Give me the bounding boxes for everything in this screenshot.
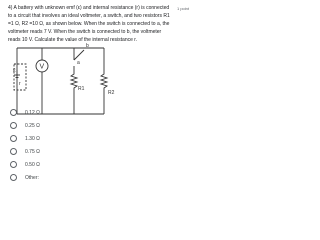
answer-options [10,105,160,184]
option-label: 0.12 Ω [25,109,40,116]
radio-icon[interactable] [10,174,17,181]
r1-label: R1 [78,86,85,92]
radio-icon[interactable] [10,135,17,142]
r2-label: R2 [108,90,115,96]
radio-icon[interactable] [10,161,17,168]
option-0-25[interactable] [10,119,160,132]
option-label: Other: [25,174,39,181]
node-b-label: b [86,43,89,49]
option-0-50[interactable] [10,158,160,171]
points-label: 1 point [177,6,190,11]
r-label: r [19,81,21,87]
option-0-12[interactable] [10,106,160,119]
voltmeter-label: V [39,63,45,71]
option-label: 1.30 Ω [25,135,40,142]
option-label: 0.75 Ω [25,148,40,155]
option-label: 0.25 Ω [25,122,40,129]
option-other[interactable] [10,171,160,184]
radio-icon[interactable] [10,122,17,129]
option-label: 0.50 Ω [25,161,40,168]
node-a-label: a [77,60,80,66]
emf-label: ε [13,68,16,74]
question-text: 4) A battery with unknown emf (ε) and internal resistance (r) is connected to a circuit that involves an ideal voltmeter, a switch, and two resistors R1 =1 Ω, R2 =10 Ω, as shown below. When the switch is connected to a, the voltmeter reads 7 V. When the switch is connected to b, the voltmeter reads 10 V. Calculate the value of the internal resistance r. [8,5,170,43]
option-0-75[interactable] [10,145,160,158]
radio-icon[interactable] [10,109,17,116]
option-1-30[interactable] [10,132,160,145]
radio-icon[interactable] [10,148,17,155]
